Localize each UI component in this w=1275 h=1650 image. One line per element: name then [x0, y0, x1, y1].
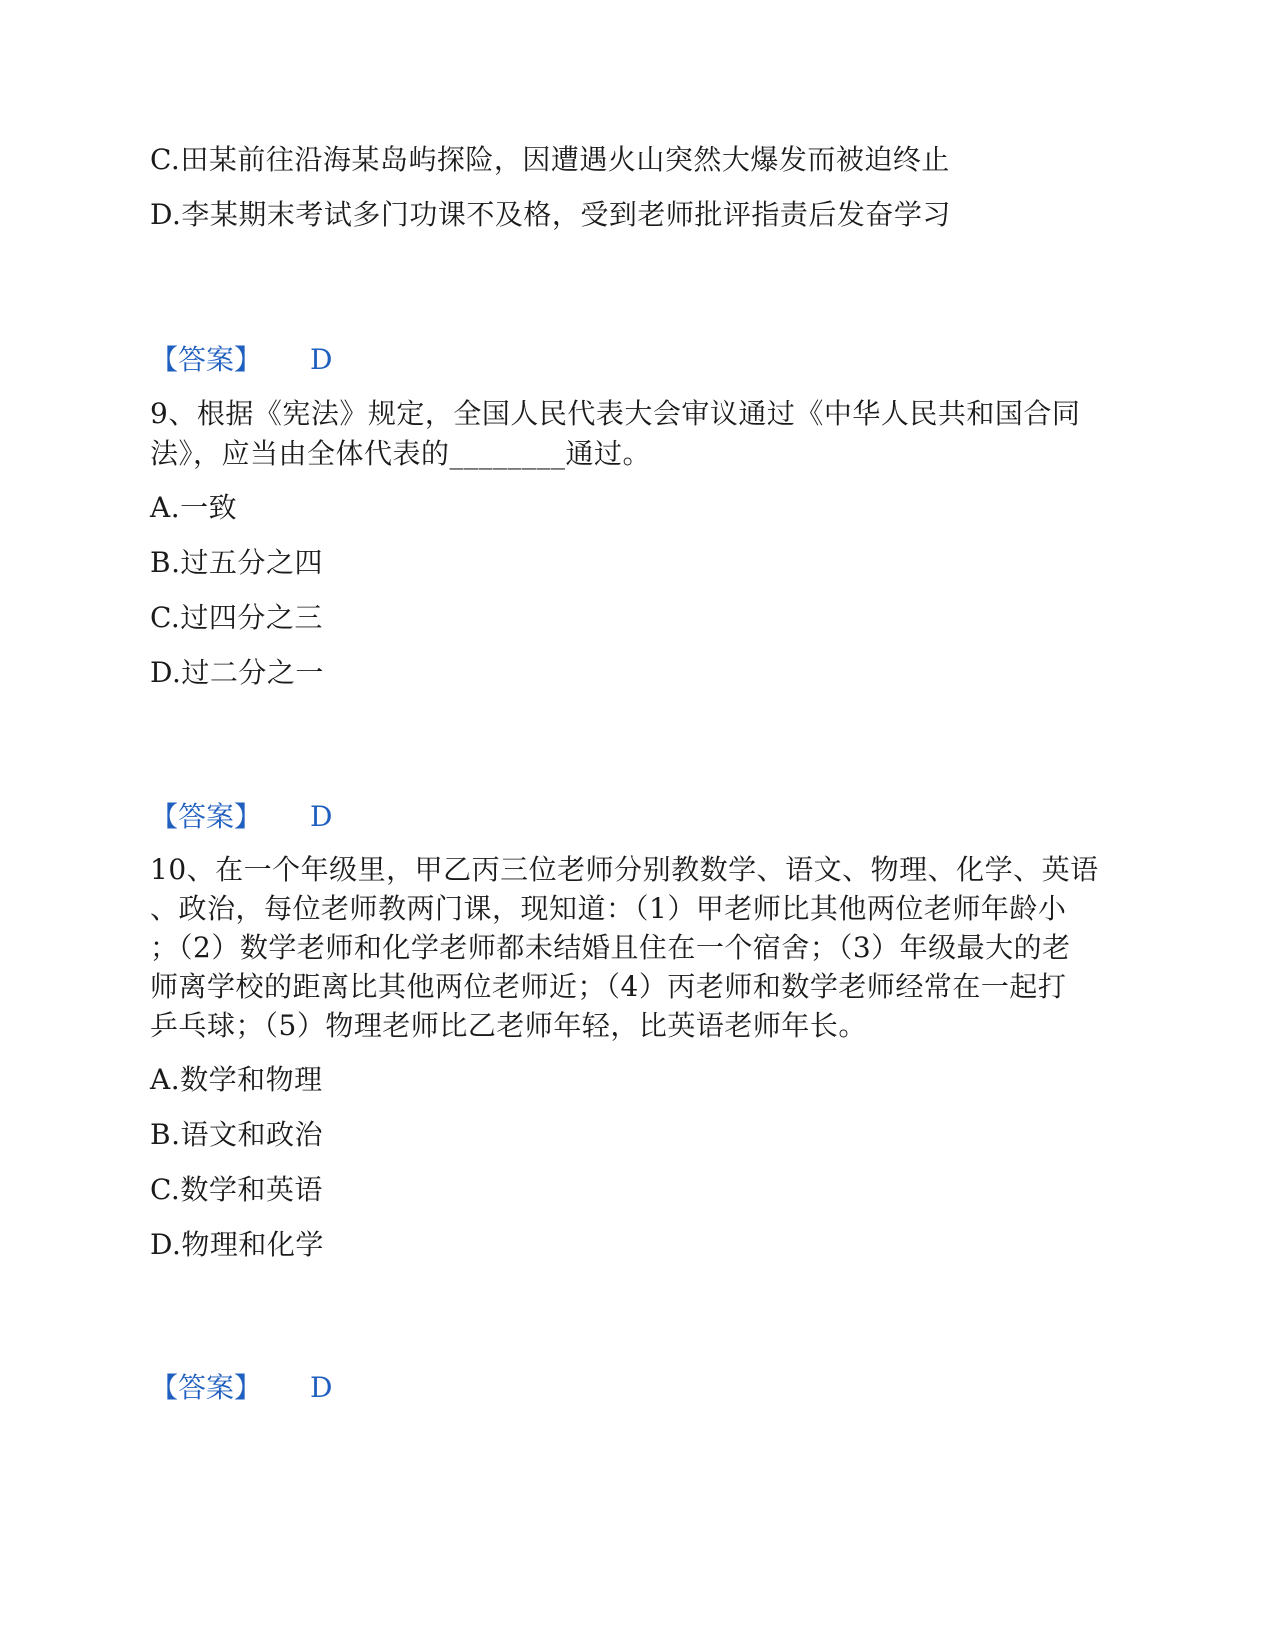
- answer-value: D: [310, 800, 333, 833]
- answer-label: 【答案】: [150, 1371, 263, 1404]
- answer-block: [150, 340, 332, 380]
- question-9-option-c: C.过四分之三: [150, 601, 323, 634]
- question-10-option-d: D.物理和化学: [150, 1228, 324, 1261]
- question-9-option-a: A.一致: [150, 491, 238, 524]
- question-9-answer-block: [150, 797, 332, 837]
- answer-value: D: [310, 343, 333, 376]
- question-10-option-b: B.语文和政治: [150, 1118, 323, 1151]
- option-c: C.田某前往沿海某岛屿探险，因遭遇火山突然大爆发而被迫终止: [150, 143, 950, 176]
- question-10-option-a: A.数学和物理: [150, 1063, 323, 1096]
- question-10-answer-block: [150, 1368, 332, 1408]
- answer-label: 【答案】: [150, 800, 263, 833]
- question-9-option-d: D.过二分之一: [150, 656, 324, 689]
- question-10-stem-line-5: 乒乓球；（5）物理老师比乙老师年轻，比英语老师年长。: [150, 1009, 867, 1042]
- question-9-option-b: B.过五分之四: [150, 546, 323, 579]
- question-10-stem-line-1: 10、在一个年级里，甲乙丙三位老师分别教数学、语文、物理、化学、英语: [150, 853, 1099, 886]
- question-9-stem-line-2: 法》，应当由全体代表的________通过。: [150, 437, 652, 470]
- answer-value: D: [310, 1371, 333, 1404]
- question-10-option-c: C.数学和英语: [150, 1173, 323, 1206]
- question-10-stem-line-3: ；（2）数学老师和化学老师都未结婚且住在一个宿舍；（3）年级最大的老: [150, 931, 1071, 964]
- question-9-stem-line-1: 9、根据《宪法》规定，全国人民代表大会审议通过《中华人民共和国合同: [150, 397, 1081, 430]
- option-d: D.李某期末考试多门功课不及格，受到老师批评指责后发奋学习: [150, 198, 951, 231]
- question-10-stem-line-4: 师离学校的距离比其他两位老师近；（4）丙老师和数学老师经常在一起打: [150, 970, 1067, 1003]
- question-10-stem-line-2: 、政治，每位老师教两门课，现知道：（1）甲老师比其他两位老师年龄小: [150, 892, 1067, 925]
- answer-label: 【答案】: [150, 343, 263, 376]
